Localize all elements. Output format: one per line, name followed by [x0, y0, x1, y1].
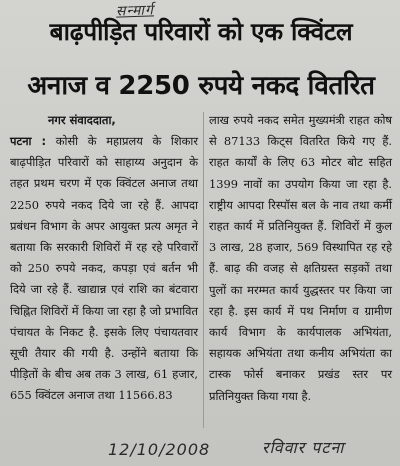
handwritten-date: 12/10/2008 [108, 440, 211, 459]
article-column-left [10, 110, 198, 407]
headline-line-2: अनाज व 2250 रुपये नकद वितरित [27, 71, 375, 101]
handwritten-edition: रविवार पटना [262, 438, 345, 457]
article-text-right: लाख रुपये नकद समेत मुख्यमंत्री राहत कोष से 87133 किट्स वितरित किये गए हैं. राहत कार्यों के लिए 63 मोटर बोट सहित 1399 नावों का उपयोग किया जा रहा है. राष्ट्रीय आपदा रिस्पॉस बल के नाव तथा कर्मी राहत कार्य में प्रतिनियुक्त हैं. शिविरों में कुल 3 लाख, 28 हजार, 569 विस्थापित रह रहे हैं. बाढ़ की वजह से क्षतिग्रस्त सड़कों तथा पुलों का मरम्मत कार्य युद्धस्तर पर किया जा रहा है. इस कार्य में पथ निर्माण व ग्रामीण कार्य विभाग के कार्यपालक अभियंता, सहायक अभियंता तथा कनीय अभियंता का टास्क फोर्स बनाकर प्रखंड स्तर पर प्रतिनियुक्त किया गया है. [209, 113, 392, 403]
article-body-left [10, 131, 198, 407]
dateline: पटना : [10, 134, 47, 148]
article-text-left: कोसी के महाप्रलय के शिकार बाढ़पीड़ित परिवारों को साहाय्य अनुदान के तहत प्रथम चरण में एक क्विंटल अनाज तथा 2250 रुपये नकद दिये जा रहे हैं. आपदा प्रबंधन विभाग के अपर आयुक्त प्रत्य अमृत ने बताया कि सरकारी शिविरों में रह रहे परिवारों को 250 रुपये नकद, कपड़ा एवं बर्तन भी दिये जा रहे हैं. खाद्यान्न एवं राशि का बंटवारा चिह्नित शिविरों में किया जा रहा है जो प्रभावित पंचायत के निकट है. इसके लिए पंचायतवार सूची तैयार की गयी है. उन्होंने बताया कि पीड़ितों के बीच अब तक 3 लाख, 61 हजार, 655 क्विंटल अनाज तथा 11566.83 [10, 134, 198, 403]
column-divider [203, 112, 204, 428]
handwritten-paper-name: सन्मार्ग [115, 2, 155, 20]
headline-line-1: बाढ़पीड़ित परिवारों को एक क्विंटल [49, 17, 353, 46]
article-column-right [209, 110, 392, 407]
byline: नगर संवाददाता, [48, 113, 116, 127]
